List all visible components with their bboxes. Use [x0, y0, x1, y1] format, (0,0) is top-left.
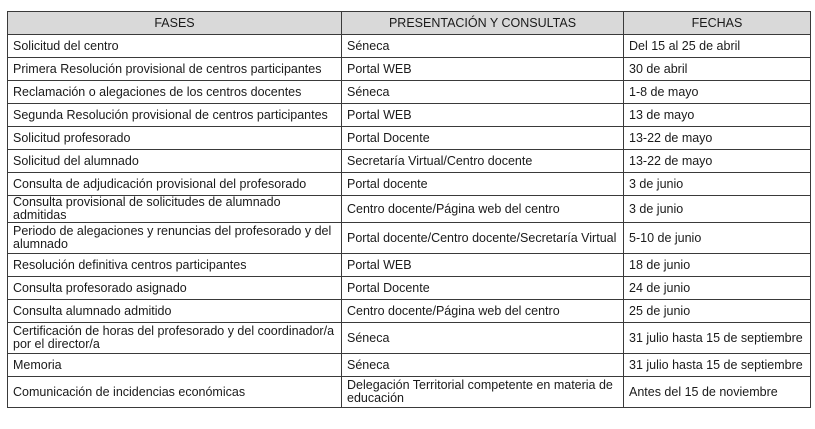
- cell-fase: Solicitud profesorado: [8, 127, 342, 150]
- header-fechas: FECHAS: [624, 12, 811, 35]
- cell-fase: Consulta de adjudicación provisional del profesorado: [8, 173, 342, 196]
- table-row: [8, 254, 811, 277]
- header-fases: FASES: [8, 12, 342, 35]
- cell-fase: Periodo de alegaciones y renuncias del profesorado y del alumnado: [8, 223, 342, 254]
- cell-presentacion: Portal WEB: [342, 254, 624, 277]
- cell-fecha: 31 julio hasta 15 de septiembre: [624, 323, 811, 354]
- cell-fecha: 31 julio hasta 15 de septiembre: [624, 354, 811, 377]
- header-presentacion: PRESENTACIÓN Y CONSULTAS: [342, 12, 624, 35]
- cell-fase: Reclamación o alegaciones de los centros docentes: [8, 81, 342, 104]
- table-row: [8, 196, 811, 223]
- cell-presentacion: Portal docente/Centro docente/Secretaría Virtual: [342, 223, 624, 254]
- cell-fecha: 13-22 de mayo: [624, 127, 811, 150]
- table-row: [8, 58, 811, 81]
- table-row: [8, 377, 811, 408]
- cell-presentacion: Centro docente/Página web del centro: [342, 300, 624, 323]
- cell-fecha: 25 de junio: [624, 300, 811, 323]
- cell-fase: Primera Resolución provisional de centros participantes: [8, 58, 342, 81]
- table-row: [8, 277, 811, 300]
- cell-fecha: Del 15 al 25 de abril: [624, 35, 811, 58]
- cell-fase: Solicitud del alumnado: [8, 150, 342, 173]
- cell-presentacion: Portal WEB: [342, 58, 624, 81]
- cell-fase: Solicitud del centro: [8, 35, 342, 58]
- table-row: [8, 173, 811, 196]
- cell-fecha: 13 de mayo: [624, 104, 811, 127]
- cell-fecha: 3 de junio: [624, 196, 811, 223]
- cell-fecha: 3 de junio: [624, 173, 811, 196]
- schedule-table: [7, 11, 811, 408]
- cell-fecha: 24 de junio: [624, 277, 811, 300]
- cell-presentacion: Portal Docente: [342, 127, 624, 150]
- cell-presentacion: Portal Docente: [342, 277, 624, 300]
- cell-fase: Resolución definitiva centros participantes: [8, 254, 342, 277]
- cell-presentacion: Delegación Territorial competente en materia de educación: [342, 377, 624, 408]
- cell-fecha: 30 de abril: [624, 58, 811, 81]
- cell-fecha: Antes del 15 de noviembre: [624, 377, 811, 408]
- cell-fecha: 1-8 de mayo: [624, 81, 811, 104]
- table-row: [8, 223, 811, 254]
- cell-fecha: 18 de junio: [624, 254, 811, 277]
- cell-fase: Comunicación de incidencias económicas: [8, 377, 342, 408]
- table-row: [8, 35, 811, 58]
- table-row: [8, 354, 811, 377]
- cell-fecha: 5-10 de junio: [624, 223, 811, 254]
- table-row: [8, 127, 811, 150]
- cell-fase: Consulta profesorado asignado: [8, 277, 342, 300]
- table-row: [8, 81, 811, 104]
- table-row: [8, 300, 811, 323]
- cell-fase: Certificación de horas del profesorado y del coordinador/a por el director/a: [8, 323, 342, 354]
- cell-presentacion: Séneca: [342, 81, 624, 104]
- cell-fecha: 13-22 de mayo: [624, 150, 811, 173]
- cell-presentacion: Centro docente/Página web del centro: [342, 196, 624, 223]
- cell-presentacion: Secretaría Virtual/Centro docente: [342, 150, 624, 173]
- table-header-row: [8, 12, 811, 35]
- table-row: [8, 323, 811, 354]
- cell-presentacion: Séneca: [342, 35, 624, 58]
- table-row: [8, 150, 811, 173]
- table-row: [8, 104, 811, 127]
- cell-presentacion: Portal docente: [342, 173, 624, 196]
- cell-fase: Consulta provisional de solicitudes de alumnado admitidas: [8, 196, 342, 223]
- cell-fase: Memoria: [8, 354, 342, 377]
- cell-fase: Consulta alumnado admitido: [8, 300, 342, 323]
- cell-presentacion: Séneca: [342, 323, 624, 354]
- cell-presentacion: Séneca: [342, 354, 624, 377]
- cell-fase: Segunda Resolución provisional de centros participantes: [8, 104, 342, 127]
- cell-presentacion: Portal WEB: [342, 104, 624, 127]
